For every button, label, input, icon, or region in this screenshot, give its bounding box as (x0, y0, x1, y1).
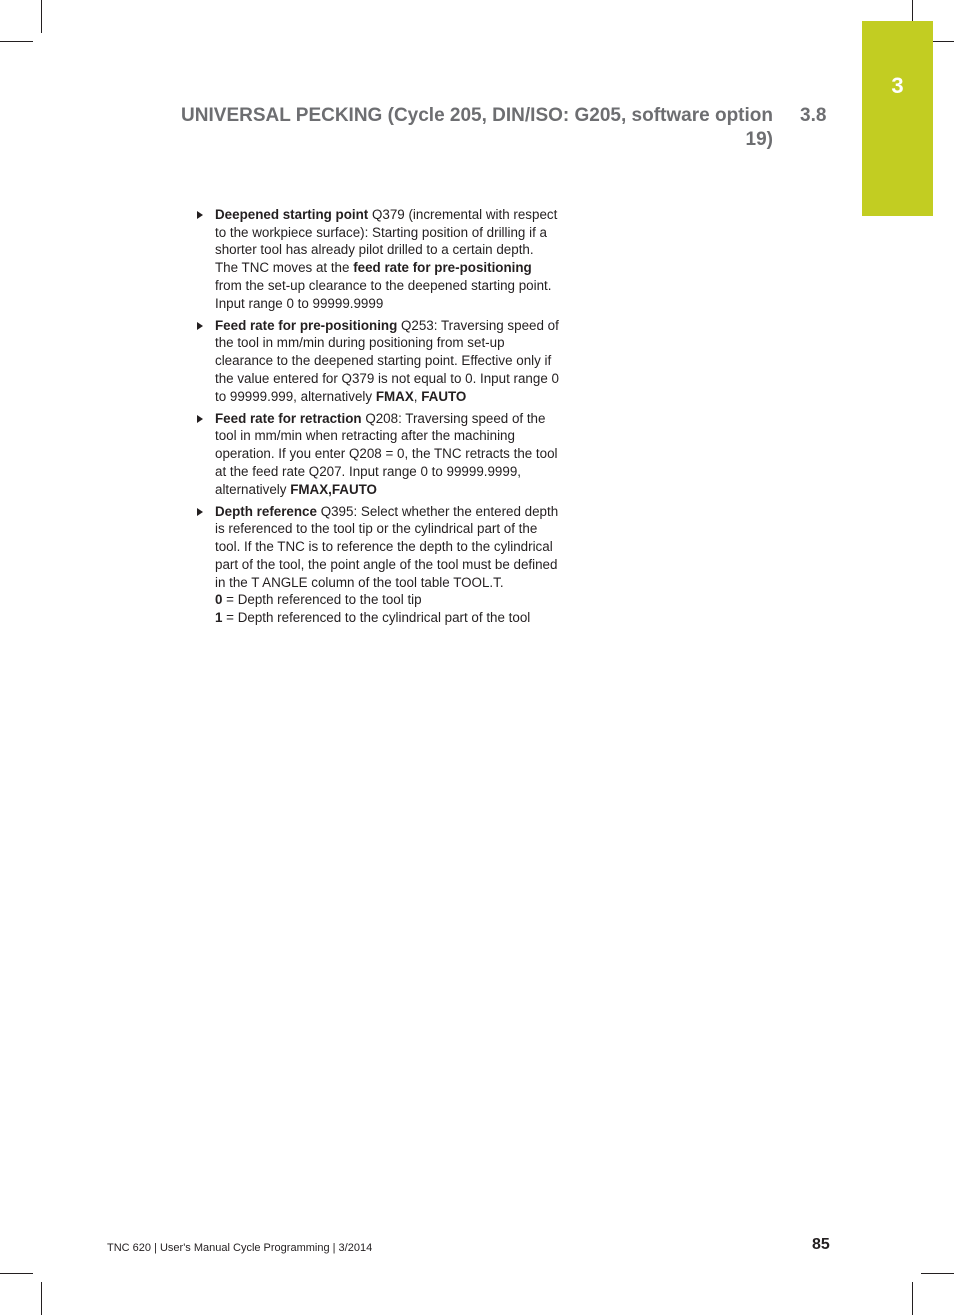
option-key: 0 (215, 592, 223, 608)
option-text: = Depth referenced to the cylindrical part of the tool (222, 609, 531, 625)
item-text: Q253: Traversing speed of the tool in mm/min during positioning from set-up clearance to the deepened starting point. Effective only if the value entered for Q379 is not equal to 0. Input range 0 to 99999.999, alternatively (215, 317, 559, 404)
list-item-feed-rate-pre-positioning (195, 317, 560, 406)
item-term: Deepened starting point (215, 207, 369, 222)
section-title (118, 104, 773, 152)
item-term: Feed rate for retraction (215, 410, 362, 426)
item-term: Feed rate for pre-positioning (215, 317, 398, 333)
item-text: Q395: Select whether the entered depth is referenced to the tool tip or the cylindrical part of the tool. If the TNC is to reference the depth to the cylindrical part of the tool, the point angle of the tool must be defined in the T ANGLE column of the tool table TOOL.T. (215, 503, 559, 590)
item-bold-text: FAUTO (421, 388, 467, 404)
crop-mark (912, 1282, 913, 1315)
page-number: 85 (812, 1236, 830, 1253)
crop-mark (921, 1273, 954, 1274)
triangle-bullet-icon (197, 322, 203, 330)
section-title-line1: UNIVERSAL PECKING (Cycle 205, DIN/ISO: G205, software option (181, 105, 773, 126)
item-text: Q208: Traversing speed of the tool in mm/min when retracting after the machining operation. If you enter Q208 = 0, the TNC retracts the tool at the feed rate Q207. Input range 0 to 99999.9999, alternatively (215, 410, 558, 497)
item-bold-text: FMAX,FAUTO (290, 481, 377, 497)
footer-text: TNC 620 | User's Manual Cycle Programming | 3/2014 (107, 1242, 373, 1254)
chapter-number: 3 (891, 73, 904, 98)
list-item-deepened-starting-point (195, 206, 560, 312)
crop-mark (0, 1273, 33, 1274)
option-text: = Depth referenced to the tool tip (222, 592, 422, 608)
section-title-line2: 19) (745, 129, 773, 150)
triangle-bullet-icon (197, 415, 203, 423)
triangle-bullet-icon (197, 508, 203, 516)
item-separator: , (413, 388, 422, 404)
crop-mark (41, 1282, 42, 1315)
crop-mark (0, 41, 33, 42)
item-text: Q379 (incremental with respect to the workpiece surface): Starting position of drilling if a shorter tool has already pilot drilled to a certain depth. The TNC moves at the (215, 207, 558, 276)
parameter-list (195, 206, 560, 631)
crop-mark (41, 0, 42, 33)
item-term: Depth reference (215, 503, 317, 519)
section-number: 3.8 (800, 105, 827, 126)
triangle-bullet-icon (197, 211, 203, 219)
item-bold-text: feed rate for pre-positioning (353, 260, 532, 276)
list-item-depth-reference (195, 503, 560, 627)
item-bold-text: FMAX (375, 388, 414, 404)
item-text: from the set-up clearance to the deepened starting point. Input range 0 to 99999.9999 (215, 277, 552, 311)
option-key: 1 (215, 609, 223, 625)
list-item-feed-rate-retraction (195, 410, 560, 499)
chapter-tab (862, 21, 933, 216)
